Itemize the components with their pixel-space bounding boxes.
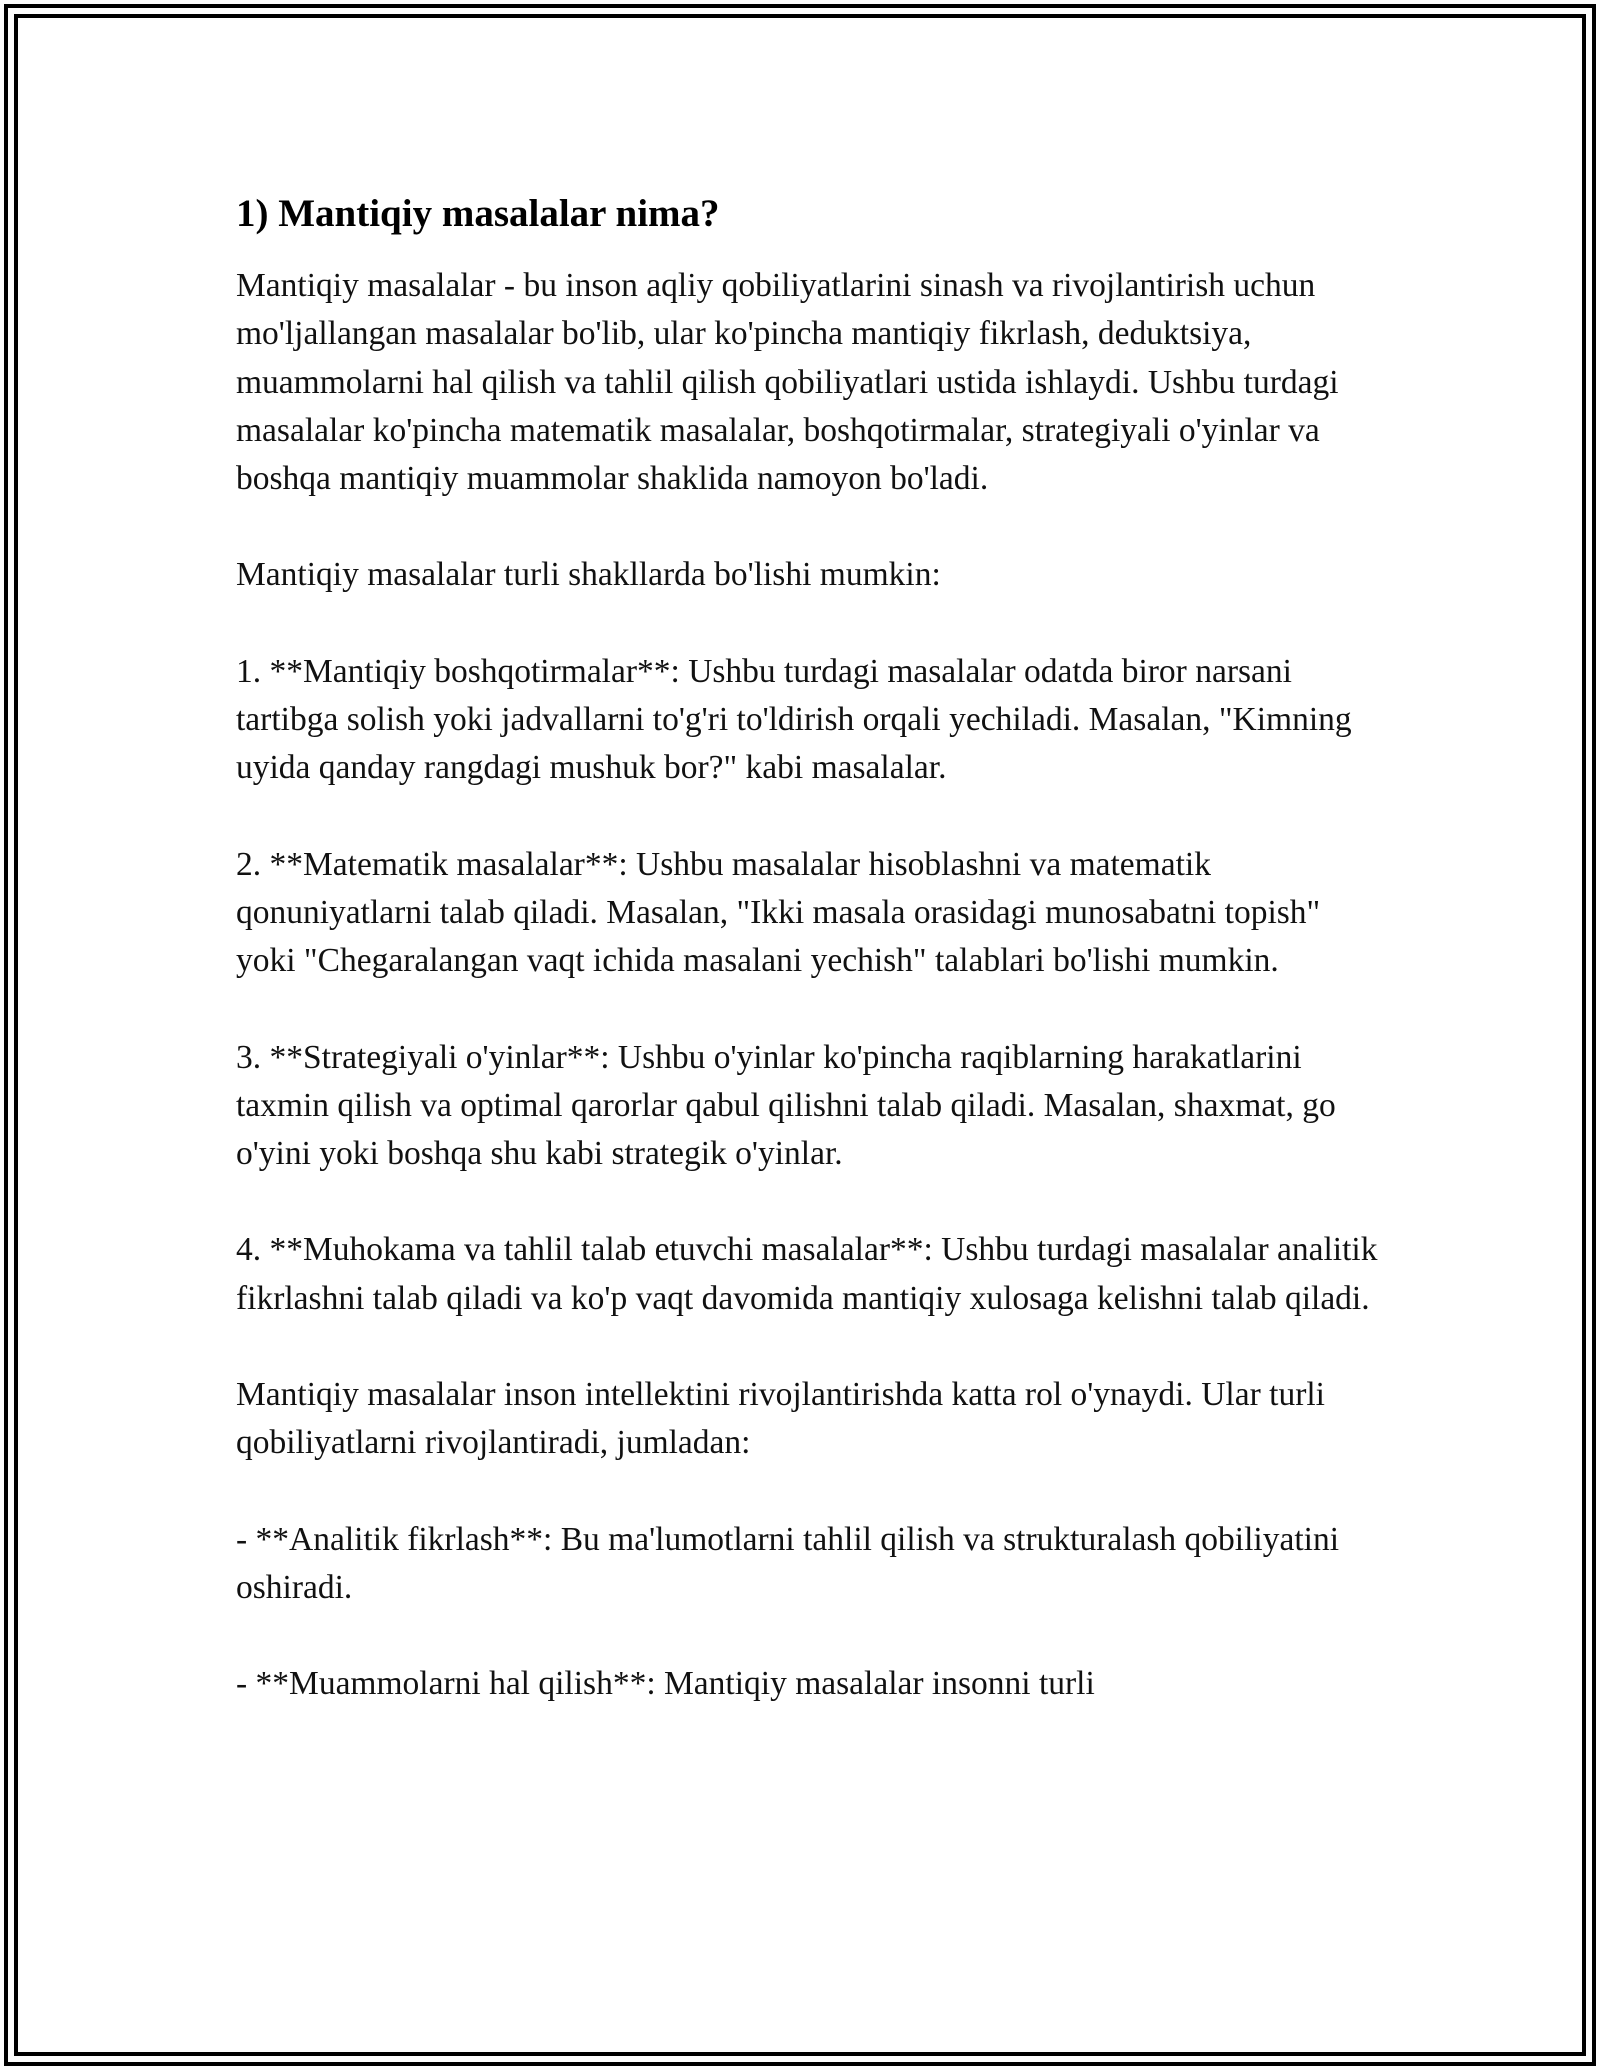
- list-item-strategy-games: 3. **Strategiyali o'yinlar**: Ushbu o'yinlar ko'pincha raqiblarning harakatlarini taxmin qilish va optimal qarorlar qabul qilishni talab qiladi. Masalan, shaxmat, go o'yini yoki boshqa shu kabi strategik o'yinlar.: [236, 1038, 1336, 1173]
- list-item-math-problems: 2. **Matematik masalalar**: Ushbu masalalar hisoblashni va matematik qonuniyatlarni talab qiladi. Masalan, "Ikki masala orasidagi munosabatni topish" yoki "Chegaralangan vaqt ichida masalani yechish" talablari bo'lishi mumkin.: [236, 845, 1321, 980]
- bullet-problem-solving: - **Muammolarni hal qilish**: Mantiqiy masalalar insonni turli: [236, 1665, 1095, 1703]
- benefits-intro-paragraph: Mantiqiy masalalar inson intellektini rivojlantirishda katta rol o'ynaydi. Ular turli qobiliyatlarni rivojlantiradi, jumladan:: [236, 1376, 1325, 1462]
- list-item-logic-puzzles: 1. **Mantiqiy boshqotirmalar**: Ushbu turdagi masalalar odatda biror narsani tartibga solish yoki jadvallarni to'g'ri to'ldirish orqali yechiladi. Masalan, "Kimning uyida qanday rangdagi mushuk bor?" kabi masalalar.: [236, 652, 1352, 787]
- section-heading: 1) Mantiqiy masalalar nima?: [236, 192, 720, 235]
- list-item-discussion-problems: 4. **Muhokama va tahlil talab etuvchi masalalar**: Ushbu turdagi masalalar analitik fikrlashni talab qiladi va ko'p vaqt davomida mantiqiy xulosaga kelishni talab qiladi.: [236, 1231, 1378, 1317]
- forms-intro-paragraph: Mantiqiy masalalar turli shakllarda bo'lishi mumkin:: [236, 556, 941, 594]
- document-body: [236, 186, 1386, 1709]
- intro-paragraph: Mantiqiy masalalar - bu inson aqliy qobiliyatlarini sinash va rivojlantirish uchun mo'ljallangan masalalar bo'lib, ular ko'pincha mantiqiy fikrlash, deduktsiya, muammolarni hal qilish va tahlil qilish qobiliyatlari ustida ishlaydi. Ushbu turdagi masalalar ko'pincha matematik masalalar, boshqotirmalar, strategiyali o'yinlar va boshqa mantiqiy muammolar shaklida namoyon bo'ladi.: [236, 267, 1339, 498]
- bullet-analytic-thinking: - **Analitik fikrlash**: Bu ma'lumotlarni tahlil qilish va strukturalash qobiliyatini oshiradi.: [236, 1520, 1340, 1606]
